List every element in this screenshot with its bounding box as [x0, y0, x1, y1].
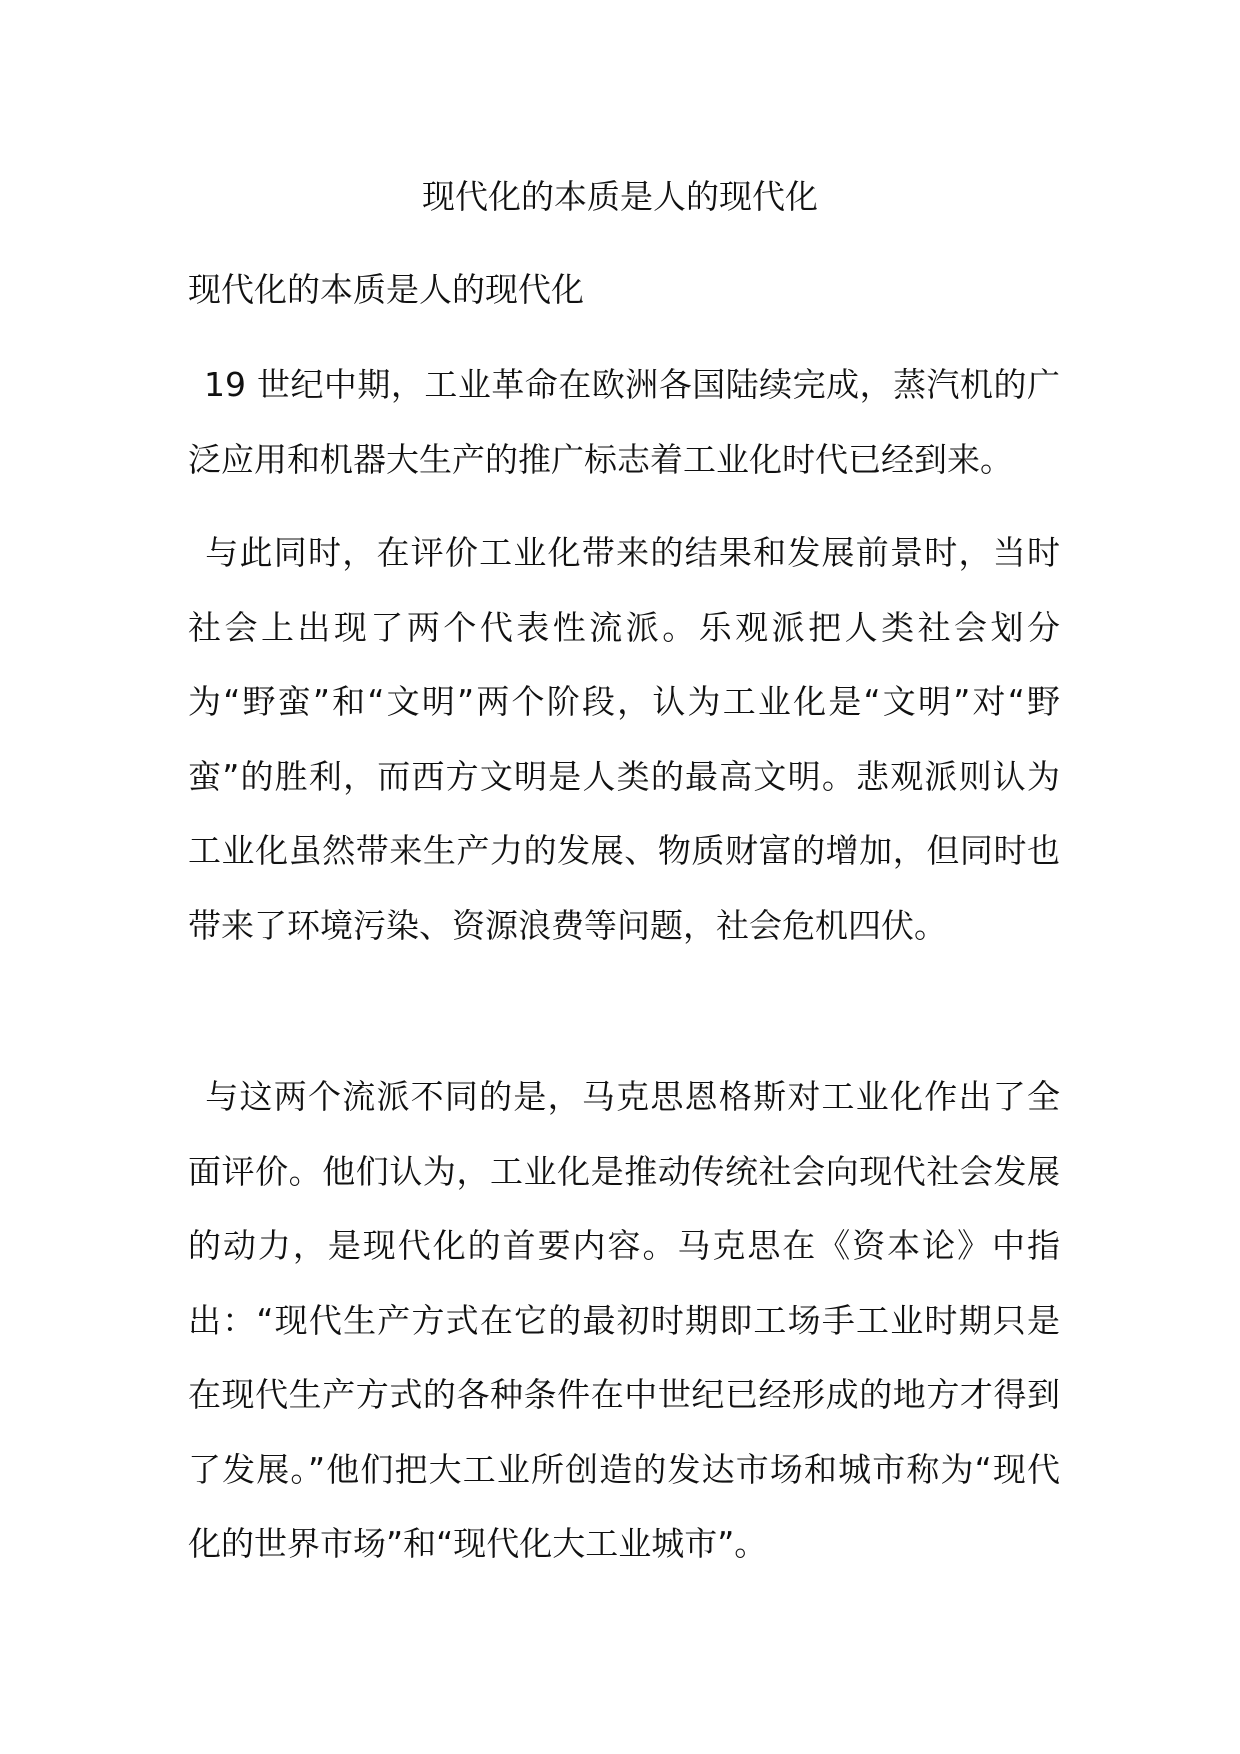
document-subtitle: 现代化的本质是人的现代化 [188, 270, 584, 309]
paragraph-3-text: 与这两个流派不同的是，马克思恩格斯对工业化作出了全面评价。他们认为，工业化是推动传统社会向现代社会发展的动力，是现代化的首要内容。马克思在《资本论》中指出：“现代生产方式在它的最初时期即工场手工业时期只是在现代生产方式的各种条件在中世纪已经形成的地方才得到了发展。”他们把大工业所创造的发达市场和城市称为“现代化的世界市场”和“现代化大工业城市”。 [188, 1077, 1060, 1563]
document-title: 现代化的本质是人的现代化 [422, 177, 818, 216]
paragraph-3 [188, 1060, 1060, 1582]
paragraph-2-text: 与此同时，在评价工业化带来的结果和发展前景时，当时社会上出现了两个代表性流派。乐观派把人类社会划分为“野蛮”和“文明”两个阶段，认为工业化是“文明”对“野蛮”的胜利，而西方文明是人类的最高文明。悲观派则认为工业化虽然带来生产力的发展、物质财富的增加，但同时也带来了环境污染、资源浪费等问题，社会危机四伏。 [188, 533, 1060, 945]
paragraph-1-text: 19 世纪中期，工业革命在欧洲各国陆续完成，蒸汽机的广泛应用和机器大生产的推广标志着工业化时代已经到来。 [188, 365, 1060, 479]
paragraph-2 [188, 516, 1060, 963]
paragraph-1 [188, 348, 1060, 497]
